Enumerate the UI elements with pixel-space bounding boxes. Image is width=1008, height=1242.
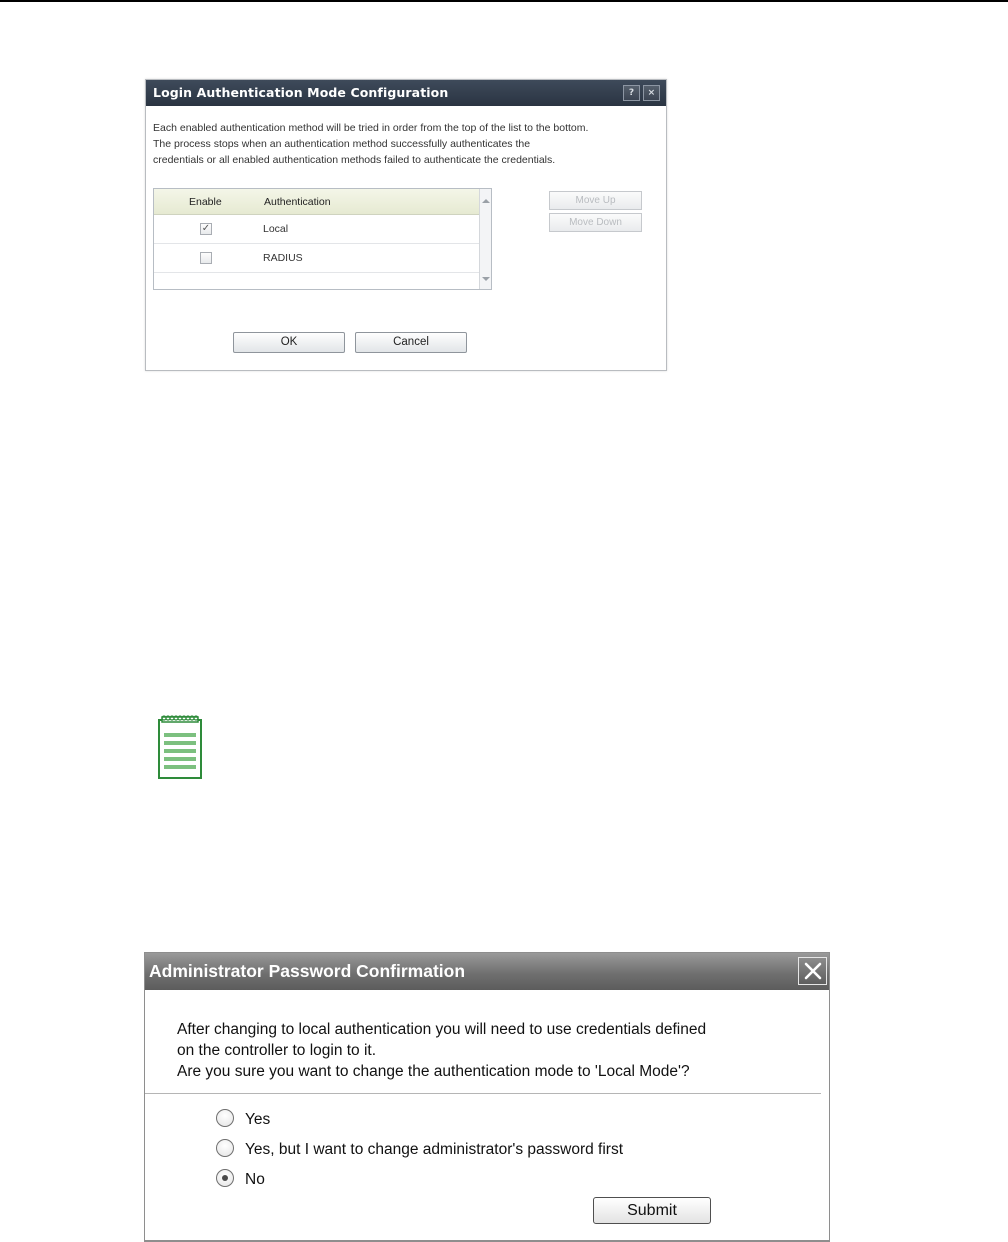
- scroll-up-arrow-icon[interactable]: [482, 199, 490, 203]
- confirmation-message: [177, 1019, 706, 1082]
- description-line: Each enabled authentication method will be tried in order from the top of the list to the bottom.: [153, 122, 589, 134]
- dialog-title-bar: [146, 80, 666, 106]
- move-down-button[interactable]: Move Down: [549, 213, 642, 232]
- dialog-title-bar: [145, 953, 829, 990]
- table-scrollbar[interactable]: [479, 189, 491, 289]
- option-label: No: [245, 1171, 265, 1188]
- close-icon: [804, 962, 822, 980]
- option-label: Yes, but I want to change administrator's password first: [245, 1141, 624, 1158]
- message-line: Are you sure you want to change the authentication mode to 'Local Mode'?: [177, 1063, 690, 1080]
- description-line: The process stops when an authentication method successfully authenticates the: [153, 138, 531, 150]
- help-icon[interactable]: ?: [623, 85, 640, 101]
- message-line: on the controller to login to it.: [177, 1042, 377, 1059]
- auth-method-name: RADIUS: [263, 252, 303, 264]
- description-line: credentials or all enabled authentication methods failed to authenticate the credentials.: [153, 154, 556, 166]
- notepad-icon: [157, 714, 203, 780]
- close-icon[interactable]: ×: [643, 85, 660, 101]
- dialog-title: Login Authentication Mode Configuration: [153, 85, 449, 100]
- enable-checkbox-radius[interactable]: [200, 252, 212, 264]
- login-authentication-mode-dialog: [145, 79, 667, 371]
- divider: [145, 1093, 821, 1094]
- table-row[interactable]: [154, 215, 491, 244]
- cancel-button[interactable]: Cancel: [355, 332, 467, 353]
- radio-yes[interactable]: [216, 1109, 234, 1127]
- option-no[interactable]: [216, 1169, 265, 1191]
- column-header-authentication: Authentication: [264, 196, 331, 208]
- option-yes[interactable]: [216, 1109, 270, 1131]
- dialog-title: Administrator Password Confirmation: [149, 961, 466, 981]
- table-row[interactable]: [154, 244, 491, 273]
- option-yes-change-password[interactable]: [216, 1139, 623, 1161]
- page-top-rule: [0, 0, 1008, 2]
- scroll-down-arrow-icon[interactable]: [482, 277, 490, 281]
- move-up-button[interactable]: Move Up: [549, 191, 642, 210]
- message-line: After changing to local authentication you will need to use credentials defined: [177, 1021, 707, 1038]
- authentication-table: [153, 188, 492, 290]
- submit-button[interactable]: Submit: [593, 1197, 711, 1224]
- radio-no[interactable]: [216, 1169, 234, 1187]
- dialog-description: [153, 120, 663, 168]
- table-header: [154, 189, 491, 215]
- enable-checkbox-local[interactable]: ✓: [201, 223, 211, 234]
- radio-yes-change-password[interactable]: [216, 1139, 234, 1157]
- option-label: Yes: [245, 1111, 271, 1128]
- ok-button[interactable]: OK: [233, 332, 345, 353]
- auth-method-name: Local: [263, 223, 289, 235]
- close-button[interactable]: [798, 957, 827, 985]
- administrator-password-confirmation-dialog: [144, 952, 830, 1242]
- column-header-enable: Enable: [189, 196, 222, 208]
